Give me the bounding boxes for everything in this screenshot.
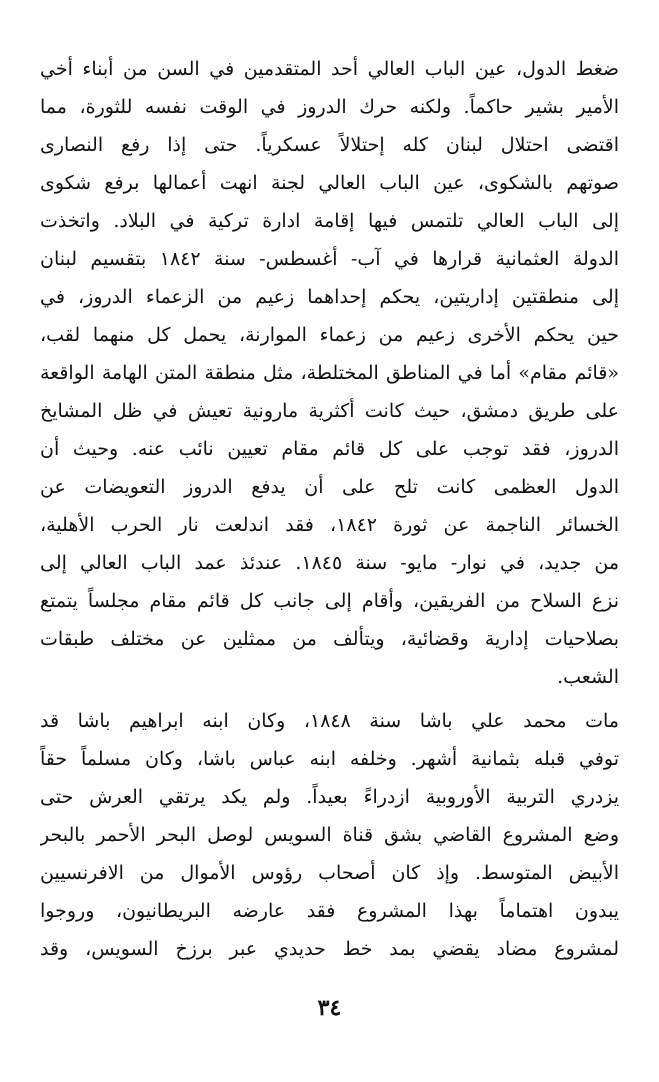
text-line: حين يحكم الأخرى زعيم من زعماء الموارنة، يحمل كل منهما لقب، (40, 324, 619, 346)
text-line: يزدري التربية الأوروبية ازدراءً بعيداً. ولم يكد يرتقي العرش حتى (40, 786, 619, 808)
text-line: ضغط الدول، عين الباب العالي أحد المتقدمين في السن من أبناء أخي (40, 58, 619, 80)
body-text (40, 50, 619, 968)
paragraph (40, 50, 619, 696)
text-line: صوتهم بالشكوى، عين الباب العالي لجنة انهت أعمالها برفع شكوى (40, 172, 619, 194)
text-line: من جديد، في نوار- مايو- سنة ١٨٤٥. عندئذ عمد الباب العالي إلى (40, 552, 619, 574)
text-line: على طريق دمشق، حيث كانت أكثرية مارونية تعيش في ظل المشايخ (40, 400, 619, 422)
text-line: وضع المشروع القاضي بشق قناة السويس لوصل البحر الأحمر بالبحر (40, 824, 619, 846)
text-line: الخسائر الناجمة عن ثورة ١٨٤٢، فقد اندلعت نار الحرب الأهلية، (40, 514, 619, 536)
text-line: الدول العظمى كانت تلح على أن يدفع الدروز التعويضات عن (40, 476, 619, 498)
page-number: ٣٤ (317, 995, 342, 1021)
text-line: لمشروع مضاد يقضي بمد خط حديدي عبر برزخ السويس، وقد (40, 938, 619, 960)
text-line: الدولة العثمانية قرارها في آب- أغسطس- سنة ١٨٤٢ بتقسيم لبنان (40, 248, 619, 270)
text-line: مات محمد علي باشا سنة ١٨٤٨، وكان ابنه ابراهيم باشا قد (40, 710, 619, 732)
text-line: بصلاحيات إدارية وقضائية، ويتألف من ممثلين عن مختلف طبقات (40, 628, 619, 650)
text-line: يبدون اهتماماً بهذا المشروع فقد عارضه البريطانيون، وروجوا (40, 900, 619, 922)
text-line: توفي قبله بثمانية أشهر. وخلفه ابنه عباس باشا، وكان مسلماً حقاً (40, 748, 619, 770)
text-line: الشعب. (557, 666, 619, 688)
text-line: إلى منطقتين إداريتين، يحكم إحداهما زعيم من الزعماء الدروز، في (40, 286, 619, 308)
text-line: الدروز، فقد توجب على كل قائم مقام تعيين نائب عنه. وحيث أن (40, 438, 619, 460)
text-line: اقتضى احتلال لبنان كله إحتلالاً عسكرياً. حتى إذا رفع النصارى (40, 134, 619, 156)
text-line: الأمير بشير حاكماً. ولكنه حرك الدروز في الوقت نفسه للثورة، مما (40, 96, 619, 118)
text-line: نزع السلاح من الفريقين، وأقام إلى جانب كل قائم مقام مجلساً يتمتع (40, 590, 619, 612)
text-line: إلى الباب العالي تلتمس فيها إقامة ادارة تركية في البلاد. واتخذت (40, 210, 619, 232)
text-line: الأبيض المتوسط. وإذ كان أصحاب رؤوس الأموال من الافرنسيين (40, 862, 619, 884)
paragraph (40, 702, 619, 968)
text-line: «قائم مقام» أما في المناطق المختلطة، مثل منطقة المتن الهامة الواقعة (40, 362, 619, 384)
